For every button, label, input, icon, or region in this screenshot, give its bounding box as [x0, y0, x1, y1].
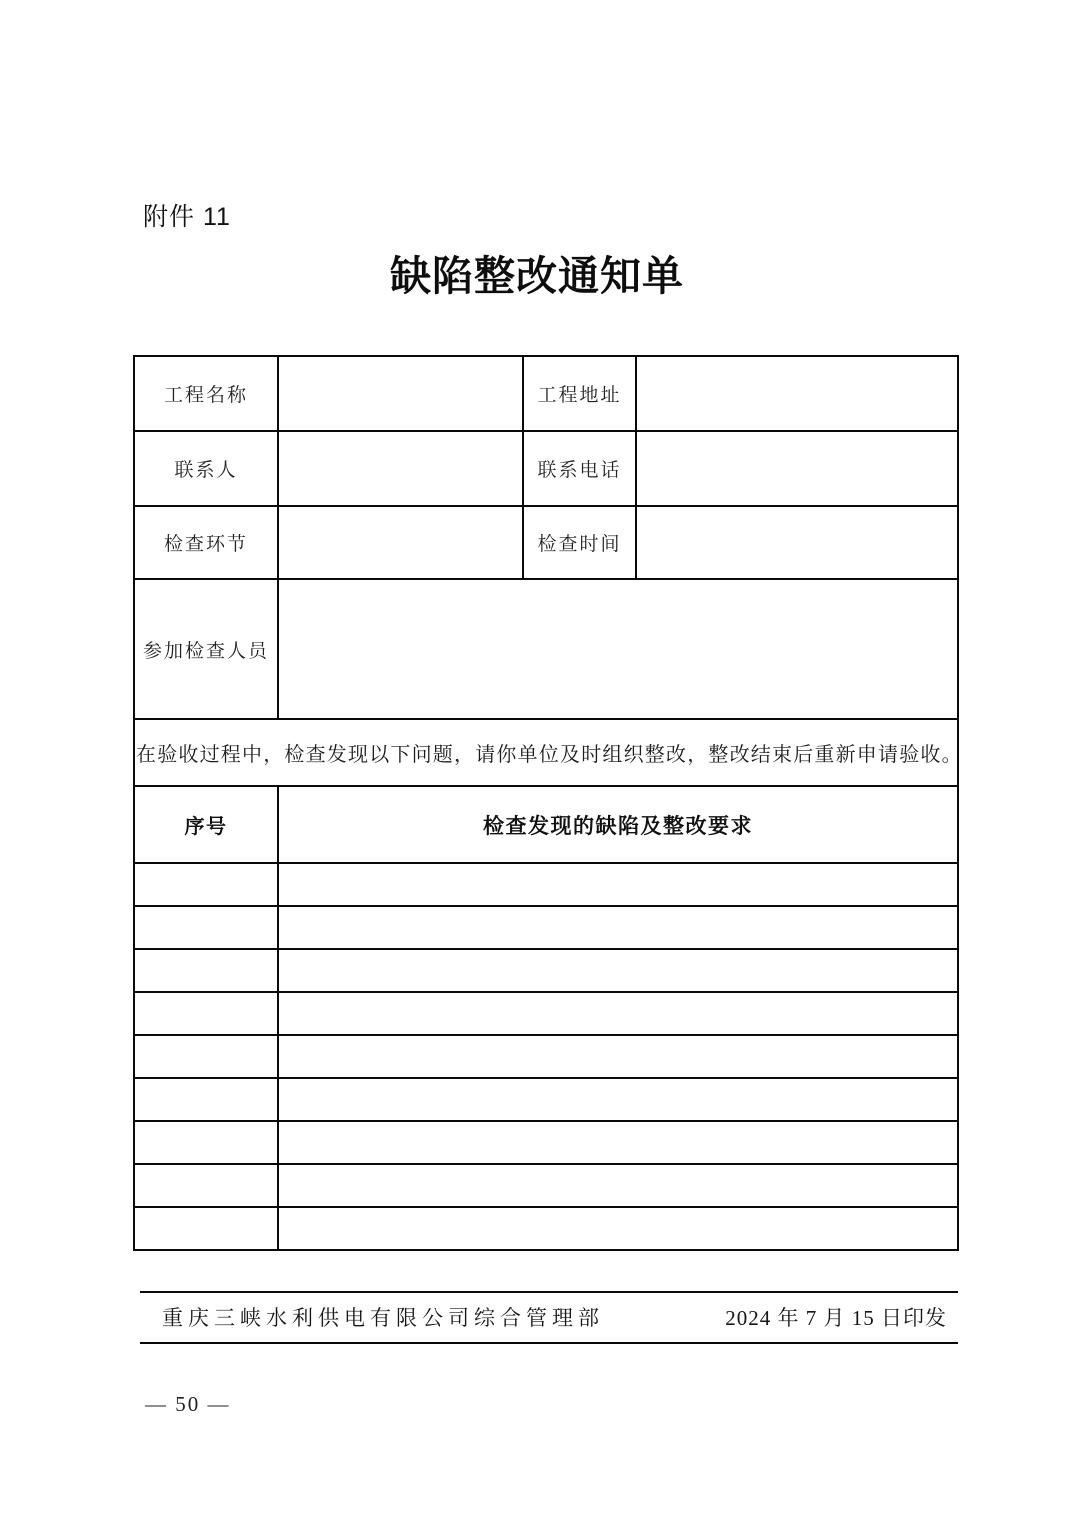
defect-row-number-cell	[134, 1078, 278, 1121]
document-title: 缺陷整改通知单	[390, 253, 684, 299]
defect-row	[134, 1121, 958, 1164]
defect-row-description-cell	[278, 1164, 958, 1207]
defect-row-description-cell	[278, 906, 958, 949]
page-number: — 50 —	[145, 1392, 231, 1416]
defect-row-number-cell	[134, 1121, 278, 1164]
defect-row-description-cell	[278, 1207, 958, 1250]
project-name-label: 工程名称	[134, 356, 278, 431]
defect-row	[134, 1164, 958, 1207]
info-row-project	[134, 356, 958, 431]
defect-row	[134, 949, 958, 992]
defect-row-description-cell	[278, 863, 958, 906]
participants-value	[278, 579, 958, 719]
notice-row	[134, 719, 958, 786]
defect-row-description-cell	[278, 1035, 958, 1078]
defect-row	[134, 1078, 958, 1121]
participants-row	[134, 579, 958, 719]
defect-row-number-cell	[134, 1035, 278, 1078]
defect-row-description-cell	[278, 1121, 958, 1164]
project-address-label: 工程地址	[523, 356, 636, 431]
issuing-department: 重庆三峡水利供电有限公司综合管理部	[162, 1306, 604, 1330]
inspection-time-value	[636, 506, 958, 579]
defect-row-number-cell	[134, 992, 278, 1035]
contact-phone-label: 联系电话	[523, 431, 636, 506]
defect-header-row	[134, 786, 958, 863]
defect-row-number-cell	[134, 1207, 278, 1250]
issuance-footer	[140, 1291, 958, 1344]
defect-row	[134, 1035, 958, 1078]
info-row-contact	[134, 431, 958, 506]
defect-description-header: 检查发现的缺陷及整改要求	[278, 786, 958, 863]
inspection-time-label: 检查时间	[523, 506, 636, 579]
defect-row-number-cell	[134, 863, 278, 906]
inspection-step-value	[278, 506, 523, 579]
participants-label: 参加检查人员	[134, 579, 278, 719]
issue-date: 2024 年 7 月 15 日印发	[725, 1306, 947, 1330]
defect-row-description-cell	[278, 992, 958, 1035]
serial-number-header: 序号	[134, 786, 278, 863]
contact-person-value	[278, 431, 523, 506]
defect-row-description-cell	[278, 1078, 958, 1121]
defect-row-number-cell	[134, 949, 278, 992]
contact-phone-value	[636, 431, 958, 506]
defect-row	[134, 906, 958, 949]
defect-row-description-cell	[278, 949, 958, 992]
notice-text: 在验收过程中，检查发现以下问题，请你单位及时组织整改，整改结束后重新申请验收。	[134, 719, 958, 786]
defect-row	[134, 1207, 958, 1250]
defect-row	[134, 863, 958, 906]
defect-row-number-cell	[134, 906, 278, 949]
project-address-value	[636, 356, 958, 431]
info-row-inspection	[134, 506, 958, 579]
defect-row	[134, 992, 958, 1035]
attachment-label: 附件 11	[143, 203, 231, 231]
defect-row-number-cell	[134, 1164, 278, 1207]
defect-notice-form	[133, 355, 963, 1251]
project-name-value	[278, 356, 523, 431]
inspection-step-label: 检查环节	[134, 506, 278, 579]
contact-person-label: 联系人	[134, 431, 278, 506]
